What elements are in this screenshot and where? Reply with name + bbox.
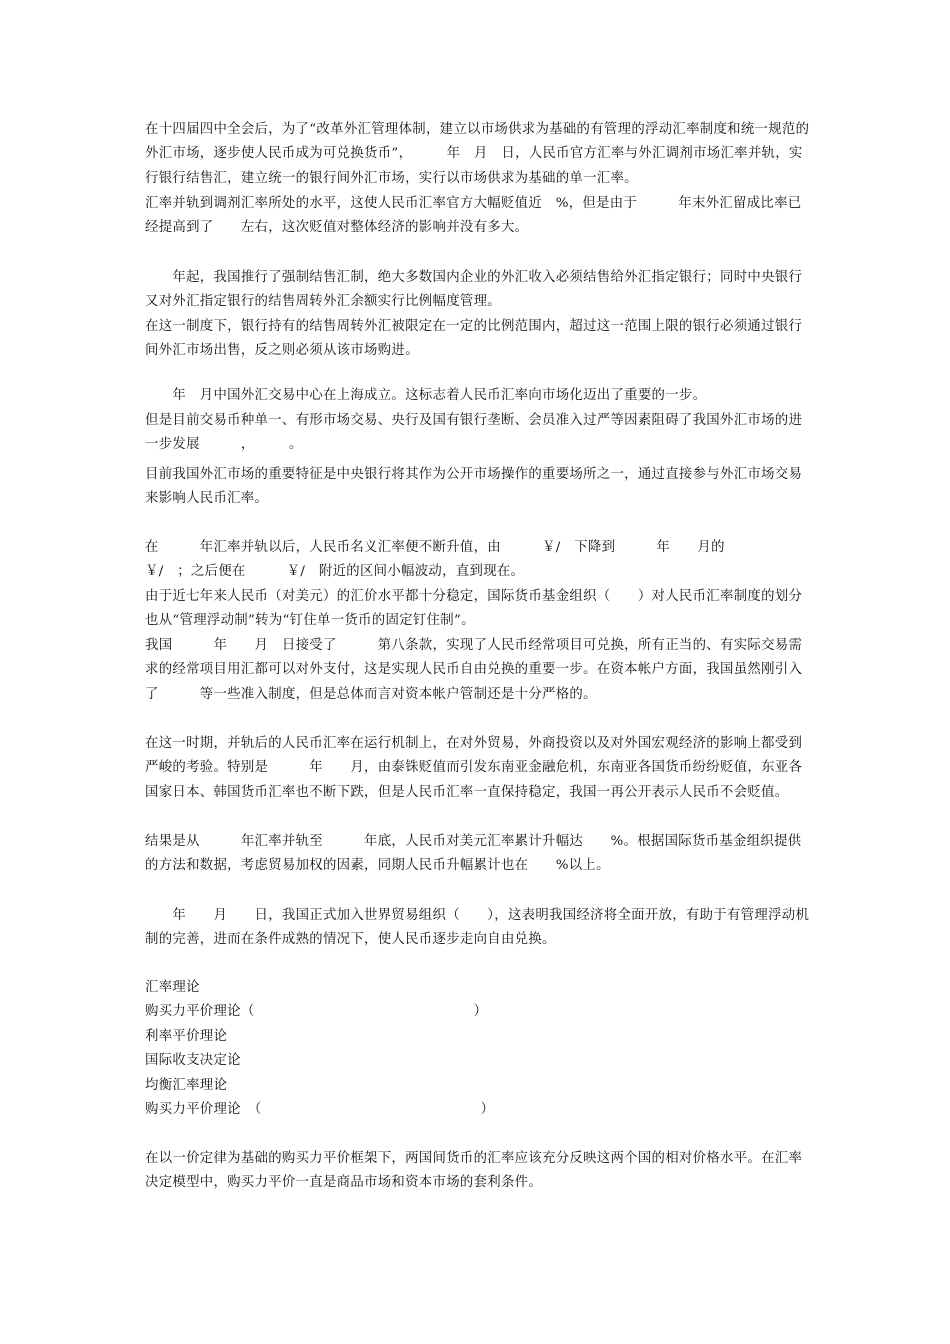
paragraph-market-obstacles: 但是目前交易币种单一、有形市场交易、央行及国有银行垄断、会员准入过严等因素阻碍了我国外汇市场的进一步发展 ， 。 [145,413,803,453]
paragraph-trading-center: 年 月中国外汇交易中心在上海成立。这标志着人民币汇率向市场化迈出了重要的一步。 [145,388,707,403]
paragraph-forced-settlement: 年起，我国推行了强制结售汇制，绝大多数国内企业的外汇收入必须结售给外汇指定银行；同时中央银行又对外汇指定银行的结售周转外汇余额实行比例幅度管理。 [145,270,803,310]
paragraph-ppp-framework: 在以一价定律为基础的购买力平价框架下，两国间货币的汇率应该充分反映这两个国的相对价格水平。在汇率决定模型中，购买力平价一直是商品市场和资本市场的套利条件。 [145,1151,803,1191]
paragraph-bank-limits: 在这一制度下，银行持有的结售周转外汇被限定在一定的比例范围内，超过这一范围上限的银行必须通过银行间外汇市场出售，反之则必须从该市场购进。 [145,319,803,359]
exchange-rate-theory-list: 汇率理论 购买力平价理论（ ） 利率平价理论 国际收支决定论 均衡汇率理论 购买力平价理论 （ ） [145,980,495,1118]
paragraph-asian-crisis: 在这一时期，并轨后的人民币汇率在运行机制上，在对外贸易，外商投资以及对外国宏观经济的影响上都受到严峻的考验。特别是 年 月，由泰铢贬值而引发东南亚金融危机，东南亚各国货币纷纷贬值，东亚各国家日本、韩国货币汇率也不断下跌，但是人民币汇率一直保持稳定，我国一再公开表示人民币不会贬值。 [145,736,803,800]
paragraph-devaluation: 汇率并轨到调剂汇率所处的水平，这使人民币汇率官方大幅贬值近 %，但是由于 年末外汇留成比率已经提高到了 左右，这次贬值对整体经济的影响并没有多大。 [145,196,802,236]
paragraph-imf-classification: 由于近七年来人民币（对美元）的汇价水平都十分稳定，国际货币基金组织（ ）对人民币汇率制度的划分也从“管理浮动制”转为“钉住单一货币的固定钉住制”。 [145,589,803,629]
paragraph-cumulative-rise: 结果是从 年汇率并轨至 年底，人民币对美元汇率累计升幅达 %。根据国际货币基金组织提供的方法和数据，考虑贸易加权的因素，同期人民币升幅累计也在 %以上。 [145,834,802,874]
paragraph-exchange-rate-reform: 在十四届四中全会后，为了“改革外汇管理体制，建立以市场供求为基础的有管理的浮动汇率制度和统一规范的外汇市场，逐步使人民币成为可兑换货币”， 年 月 日，人民币官方汇率与外汇调剂市场汇率并轨，实行银行结售汇，建立统一的银行间外汇市场，实行以市场供求为基础的单一汇率。 [145,122,810,186]
paragraph-central-bank-role: 目前我国外汇市场的重要特征是中央银行将其作为公开市场操作的重要场所之一，通过直接参与外汇市场交易来影响人民币汇率。 [145,467,803,507]
paragraph-article-eight: 我国 年 月 日接受了 第八条款，实现了人民币经常项目可兑换，所有正当的、有实际交易需求的经常项目用汇都可以对外支付，这是实现人民币自由兑换的重要一步。在资本帐户方面，我国虽然刚引入了 等一些准入制度，但是总体而言对资本帐户管制还是十分严格的。 [145,638,803,702]
paragraph-nominal-appreciation: 在 年汇率并轨以后，人民币名义汇率便不断升值，由 ￥/ 下降到 年 月的 ￥/ ；之后便在 ￥/ 附近的区间小幅波动，直到现在。 [145,540,766,580]
paragraph-wto-accession: 年 月 日，我国正式加入世界贸易组织（ ），这表明我国经济将全面开放，有助于有管理浮动机制的完善，进而在条件成熟的情况下，使人民币逐步走向自由兑换。 [145,908,810,948]
